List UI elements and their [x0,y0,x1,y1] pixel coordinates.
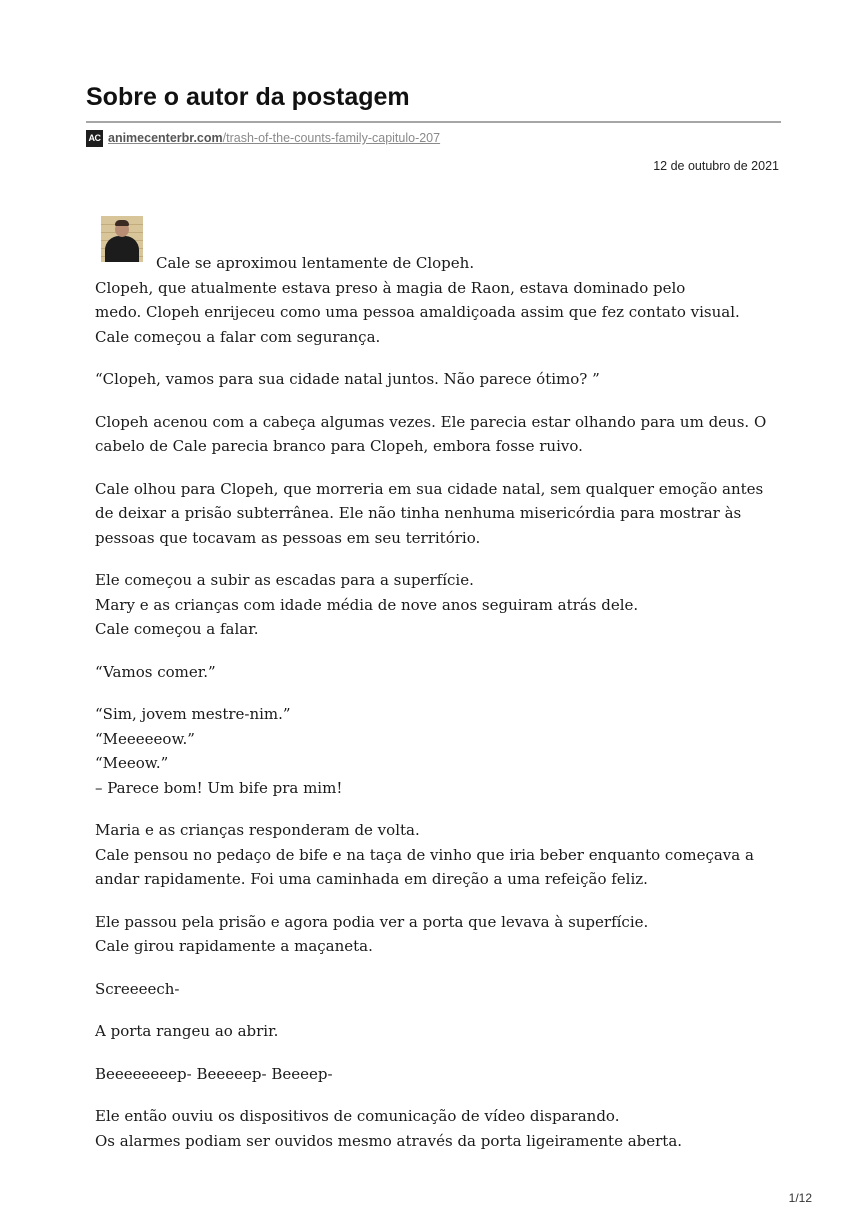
paragraph [95,367,780,392]
paragraph-line: Cale se aproximou lentamente de Clopeh. [156,254,475,272]
paragraph [95,216,780,349]
paragraph-line: “Vamos comer.” [95,662,216,681]
site-logo-icon: AC [86,130,103,147]
paragraph-line: “Meeow.” [95,754,169,772]
paragraph-line: Cale começou a falar. [95,620,259,638]
post-date: 12 de outubro de 2021 [653,159,779,173]
paragraph [95,977,780,1002]
page-number: 1/12 [788,1191,812,1205]
paragraph-line: Beeeeeeeep- Beeeeep- Beeeep- [95,1064,333,1083]
paragraph-line: Screeeech- [95,979,180,998]
paragraph [95,410,780,459]
paragraph [95,1104,780,1153]
paragraph-line: Cale girou rapidamente a maçaneta. [95,937,373,955]
paragraph-line: Cale olhou para Clopeh, que morreria em sua cidade natal, sem qualquer emoção antes [95,479,764,498]
paragraph-line: pessoas que tocavam as pessoas em seu território. [95,528,481,547]
paragraph-line: andar rapidamente. Foi uma caminhada em direção a uma refeição feliz. [95,870,648,888]
article-body [95,216,780,1171]
paragraph-line: “Clopeh, vamos para sua cidade natal juntos. Não parece ótimo? ” [95,370,600,388]
paragraph-line: de deixar a prisão subterrânea. Ele não tinha nenhuma misericórdia para mostrar às [95,504,742,522]
paragraph-line: “Sim, jovem mestre-nim.” [95,705,291,723]
paragraph-line: Os alarmes podiam ser ouvidos mesmo através da porta ligeiramente aberta. [95,1131,683,1150]
paragraph [95,1062,780,1087]
paragraph-line: Ele passou pela prisão e agora podia ver a porta que levava à superfície. [95,912,649,931]
paragraph-line: medo. Clopeh enrijeceu como uma pessoa amaldiçoada assim que fez contato visual. [95,303,740,321]
paragraph-line: Clopeh acenou com a cabeça algumas vezes. Ele parecia estar olhando para um deus. O [95,412,767,431]
title-divider [86,121,781,123]
source-line [86,129,440,147]
paragraph [95,818,780,892]
paragraph [95,660,780,685]
paragraph-line: A porta rangeu ao abrir. [95,1022,279,1040]
paragraph-line: Mary e as crianças com idade média de nove anos seguiram atrás dele. [95,595,639,614]
paragraph-line: – Parece bom! Um bife pra mim! [95,778,343,797]
source-link[interactable] [108,131,440,145]
paragraph [95,910,780,959]
source-domain: animecenterbr.com [108,131,223,145]
paragraph-line: “Meeeeeow.” [95,729,195,748]
paragraph-line: Clopeh, que atualmente estava preso à magia de Raon, estava dominado pelo [95,278,686,297]
paragraph-line: Ele começou a subir as escadas para a superfície. [95,571,474,589]
paragraph [95,568,780,642]
page-title: Sobre o autor da postagem [86,83,410,111]
source-path: /trash-of-the-counts-family-capitulo-207 [222,131,441,145]
paragraph [95,702,780,800]
paragraph-line: Maria e as crianças responderam de volta. [95,821,420,839]
paragraph [95,1019,780,1044]
author-avatar [101,216,143,262]
paragraph [95,477,780,551]
paragraph-line: cabelo de Cale parecia branco para Clopeh, embora fosse ruivo. [95,437,583,455]
paragraph-line: Cale pensou no pedaço de bife e na taça de vinho que iria beber enquanto começava a [95,845,754,864]
paragraph-line: Cale começou a falar com segurança. [95,327,381,346]
paragraph-line: Ele então ouviu os dispositivos de comunicação de vídeo disparando. [95,1107,620,1125]
